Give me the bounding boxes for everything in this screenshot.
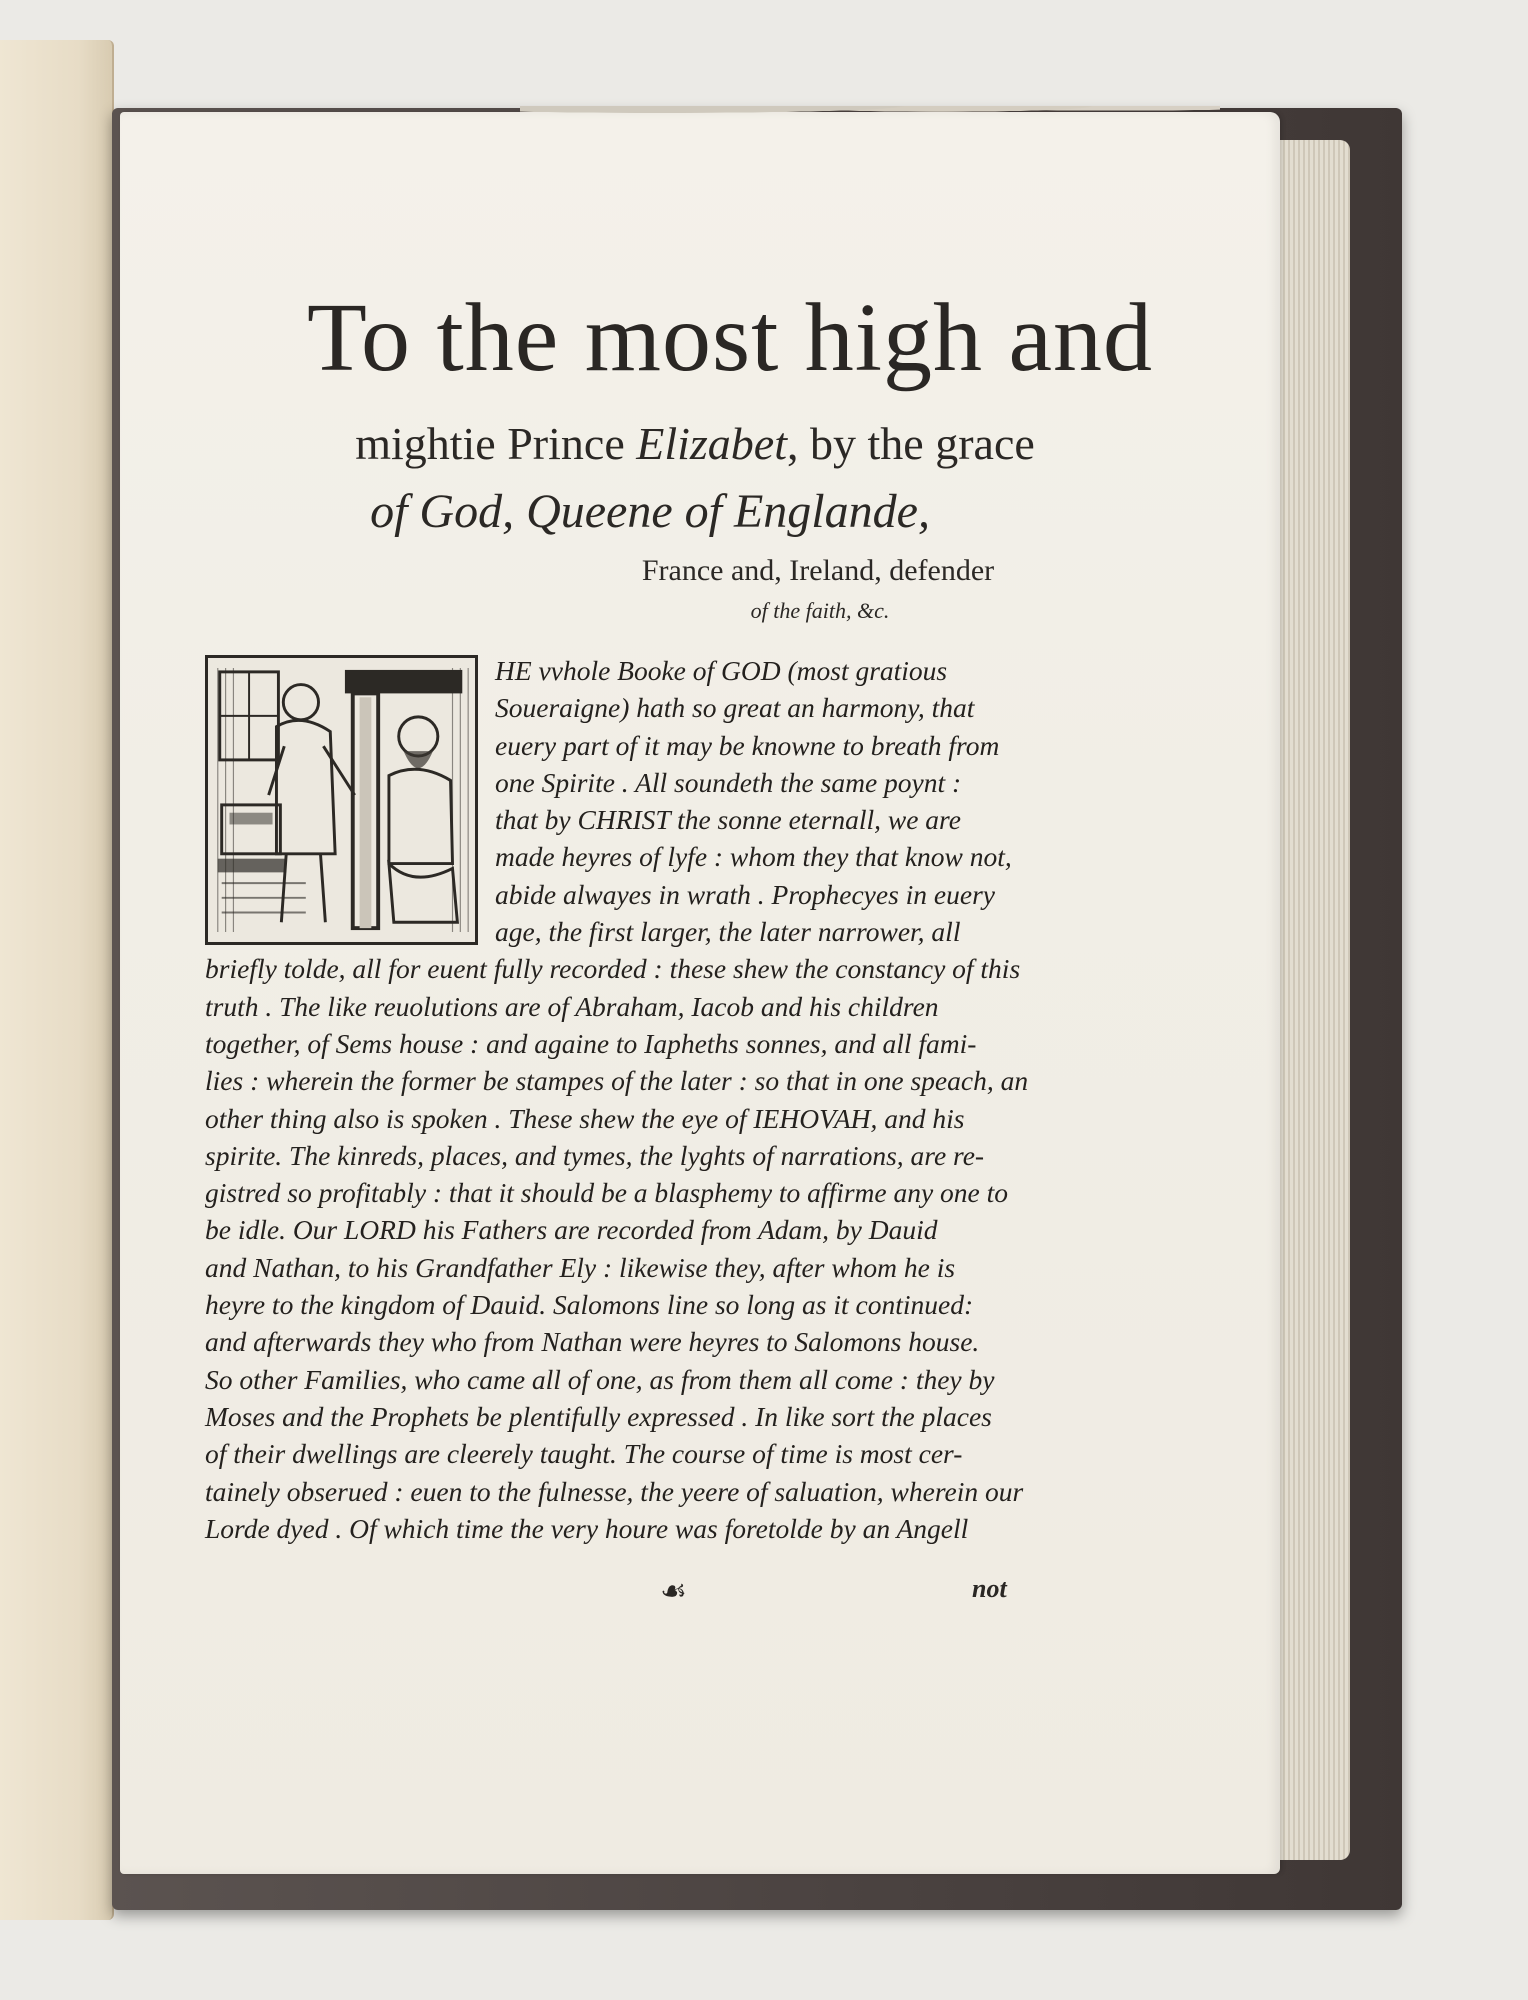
body-line: abide alwayes in wrath . Prophecyes in euery bbox=[495, 878, 995, 910]
body-line: euery part of it may be knowne to breath from bbox=[495, 729, 1000, 761]
dedication-title-line-1: To the most high and bbox=[306, 284, 1154, 392]
body-line: and afterwards they who from Nathan were heyres to Salomons house. bbox=[205, 1326, 980, 1358]
catchword: not bbox=[972, 1574, 1007, 1603]
body-line: be idle. Our LORD his Fathers are recorded from Adam, by Dauid bbox=[205, 1214, 938, 1246]
body-line: So other Families, who came all of one, as from them all come : they by bbox=[205, 1363, 995, 1395]
body-line: HE vvhole Booke of GOD (most gratious bbox=[495, 655, 948, 686]
body-line: that by CHRIST the sonne eternall, we are bbox=[495, 804, 961, 836]
dedication-title-line-2 bbox=[115, 417, 1275, 470]
title-line-2-suffix: , by the grace bbox=[787, 418, 1035, 469]
body-line: gistred so profitably : that it should be a blasphemy to affirme any one to bbox=[205, 1177, 1009, 1209]
body-line: other thing also is spoken . These shew the eye of IEHOVAH, and his bbox=[205, 1102, 965, 1134]
body-line: tainely obserued : euen to the fulnesse, the yeere of saluation, wherein our bbox=[205, 1475, 1024, 1507]
body-line: and Nathan, to his Grandfather Ely : likewise they, after whom he is bbox=[205, 1251, 956, 1283]
body-line: Lorde dyed . Of which time the very houre was foretolde by an Angell bbox=[205, 1512, 969, 1544]
title-line-2-name: Elizabet bbox=[636, 418, 788, 469]
body-line: age, the first larger, the later narrower, all bbox=[495, 916, 961, 948]
body-line: heyre to the kingdom of Dauid. Salomons line so long as it continued: bbox=[205, 1289, 974, 1321]
body-line: briefly tolde, all for euent fully recorded : these shew the constancy of this bbox=[205, 953, 1021, 985]
body-line: together, of Sems house : and againe to Iapheths sonnes, and all fami- bbox=[205, 1027, 977, 1059]
body-line: made heyres of lyfe : whom they that know not, bbox=[495, 841, 1012, 873]
facing-page-edge bbox=[0, 40, 114, 1920]
body-line: Soueraigne) hath so great an harmony, that bbox=[495, 692, 975, 724]
dedication-body bbox=[205, 652, 1155, 1547]
printers-ornament-icon: ☙ bbox=[660, 1575, 687, 1608]
dedication-title-line-4: France and, Ireland, defender bbox=[641, 554, 995, 587]
body-line: one Spirite . All soundeth the same poynt : bbox=[495, 766, 962, 798]
body-line: of their dwellings are cleerely taught. The course of time is most cer- bbox=[205, 1438, 963, 1470]
body-line: lies : wherein the former be stampes of the later : so that in one speach, an bbox=[205, 1065, 1029, 1097]
dedication-title-line-5: of the faith, &c. bbox=[750, 598, 890, 623]
title-line-2-prefix: mightie Prince bbox=[355, 418, 637, 469]
body-line: spirite. The kinreds, places, and tymes, the lyghts of narrations, are re- bbox=[205, 1139, 985, 1171]
body-line: Moses and the Prophets be plentifully expressed . In like sort the places bbox=[205, 1400, 992, 1432]
body-line: truth . The like reuolutions are of Abraham, Iacob and his children bbox=[205, 990, 939, 1022]
dedication-title-line-3: of God, Queene of Englande, bbox=[370, 485, 930, 538]
book-page bbox=[120, 112, 1280, 1874]
page-edge-damage bbox=[520, 106, 1220, 122]
